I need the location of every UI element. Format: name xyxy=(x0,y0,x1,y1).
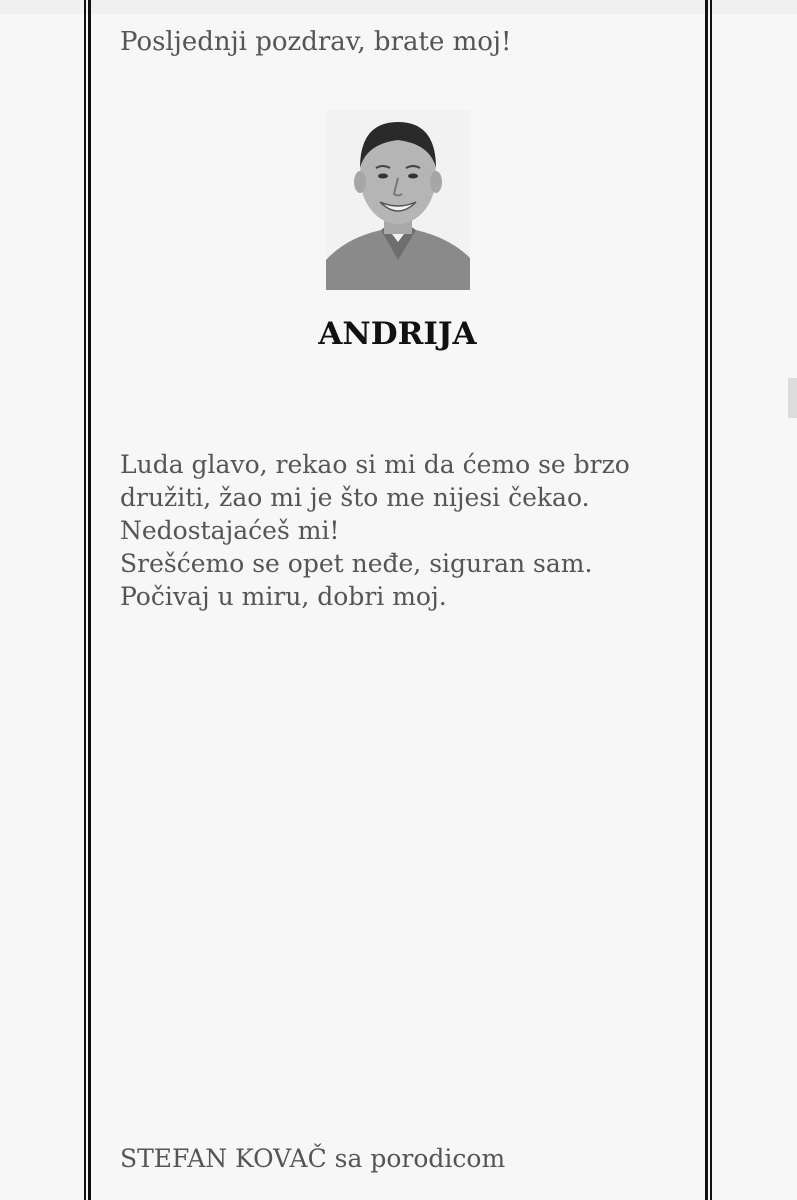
frame-border-left-inner xyxy=(88,0,91,1200)
signature: STEFAN KOVAČ sa porodicom xyxy=(120,1144,506,1173)
deceased-name: ANDRIJA xyxy=(318,316,477,352)
message-line: Srešćemo se opet neđe, siguran sam. xyxy=(120,549,593,578)
frame-border-right-inner xyxy=(705,0,708,1200)
scroll-handle[interactable] xyxy=(788,378,797,418)
portrait-photo xyxy=(326,110,470,290)
frame-border-left-outer xyxy=(84,0,86,1200)
message-line: Počivaj u miru, dobri moj. xyxy=(120,582,447,611)
message-line: družiti, žao mi je što me nijesi čekao. xyxy=(120,483,590,512)
message-line: Nedostajaćeš mi! xyxy=(120,516,340,545)
intro-text: Posljednji pozdrav, brate moj! xyxy=(120,27,512,57)
message-line: Luda glavo, rekao si mi da ćemo se brzo xyxy=(120,450,630,479)
portrait-photo-icon xyxy=(326,110,470,290)
condolence-message xyxy=(120,448,680,613)
frame-border-right-outer xyxy=(710,0,712,1200)
top-strip xyxy=(0,0,797,14)
